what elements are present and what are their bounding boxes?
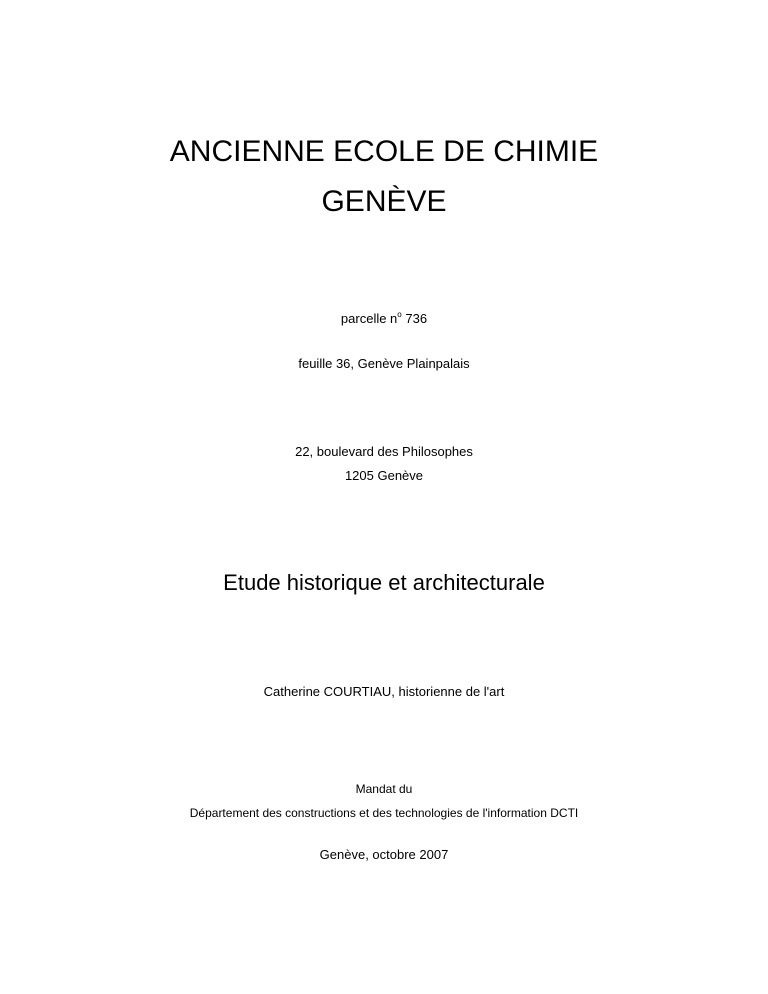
document-title-line-1: ANCIENNE ECOLE DE CHIMIE	[169, 135, 599, 168]
mandate-line-2: Département des constructions et des technologies de l'information DCTI	[189, 806, 579, 820]
author-credit: Catherine COURTIAU, historienne de l'art	[263, 684, 505, 699]
feuille-reference: feuille 36, Genève Plainpalais	[298, 356, 470, 371]
parcel-prefix: parcelle n	[340, 311, 398, 326]
parcel-number	[0, 312, 768, 325]
address-street: 22, boulevard des Philosophes	[295, 444, 473, 459]
mandate-line-1: Mandat du	[355, 782, 413, 796]
parcel-number-superscript: o	[397, 310, 402, 319]
parcel-number-value: 736	[401, 311, 428, 326]
document-date: Genève, octobre 2007	[319, 847, 449, 862]
document-title-line-2: GENÈVE	[321, 185, 447, 218]
address-city: 1205 Genève	[344, 468, 424, 483]
document-subtitle: Etude historique et architecturale	[223, 570, 545, 595]
